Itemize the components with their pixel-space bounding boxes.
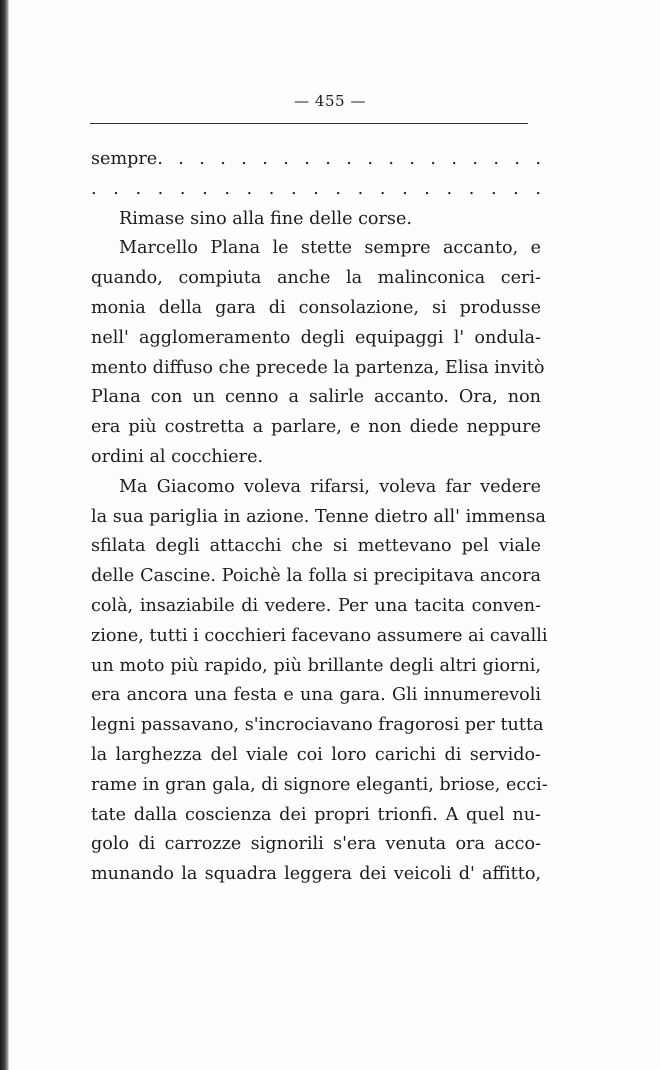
text-line: Plana con un cenno a salirle accanto. Ora, non <box>91 387 541 408</box>
text-line: delle Cascine. Poichè la folla si precipitava ancora <box>91 566 541 587</box>
page-number: — 455 — <box>294 92 366 110</box>
text-line: colà, insaziabile di vedere. Per una tacita conven- <box>91 595 541 616</box>
text-line: nell' agglomeramento degli equipaggi l' ondula- <box>91 327 541 348</box>
text-line: la larghezza del viale coi loro carichi di servido- <box>91 744 541 765</box>
text-line: . . . . . . . . . . . . . . . . . . . . . <box>91 178 541 199</box>
text-line: un moto più rapido, più brillante degli altri giorni, <box>91 655 541 676</box>
text-line: la sua pariglia in azione. Tenne dietro all' immensa <box>91 506 546 527</box>
binding-edge <box>0 0 9 1070</box>
text-line: era più costretta a parlare, e non diede neppure <box>91 417 541 438</box>
text-line: mento diffuso che precede la partenza, Elisa invitò <box>91 357 545 378</box>
header-rule <box>90 123 528 124</box>
text-line: zione, tutti i cocchieri facevano assumere ai cavalli <box>91 625 548 646</box>
text-line: sfilata degli attacchi che si mettevano pel viale <box>91 536 541 557</box>
text-line: Rimase sino alla fine delle corse. <box>119 208 412 229</box>
text-line: era ancora una festa e una gara. Gli innumerevoli <box>91 685 541 706</box>
body-text <box>91 145 548 890</box>
text-line: legni passavano, s'incrociavano fragorosi per tutta <box>91 715 544 736</box>
text-line: Ma Giacomo voleva rifarsi, voleva far vedere <box>119 476 541 497</box>
text-line: sempre. . . . . . . . . . . . . . . . . . . <box>91 149 541 169</box>
text-line: rame in gran gala, di signore eleganti, briose, ecci- <box>91 774 548 795</box>
text-line: golo di carrozze signorili s'era venuta ora acco- <box>91 834 541 855</box>
text-line: Marcello Plana le stette sempre accanto, e <box>119 238 541 259</box>
text-line: ordini al cocchiere. <box>91 446 264 467</box>
text-line: tate dalla coscienza dei propri trionfi. A quel nu- <box>91 804 541 825</box>
text-line: munando la squadra leggera dei veicoli d' affitto, <box>91 864 541 885</box>
text-line: monia della gara di consolazione, si produsse <box>91 297 541 318</box>
text-line: quando, compiuta anche la malinconica ceri- <box>91 268 541 289</box>
